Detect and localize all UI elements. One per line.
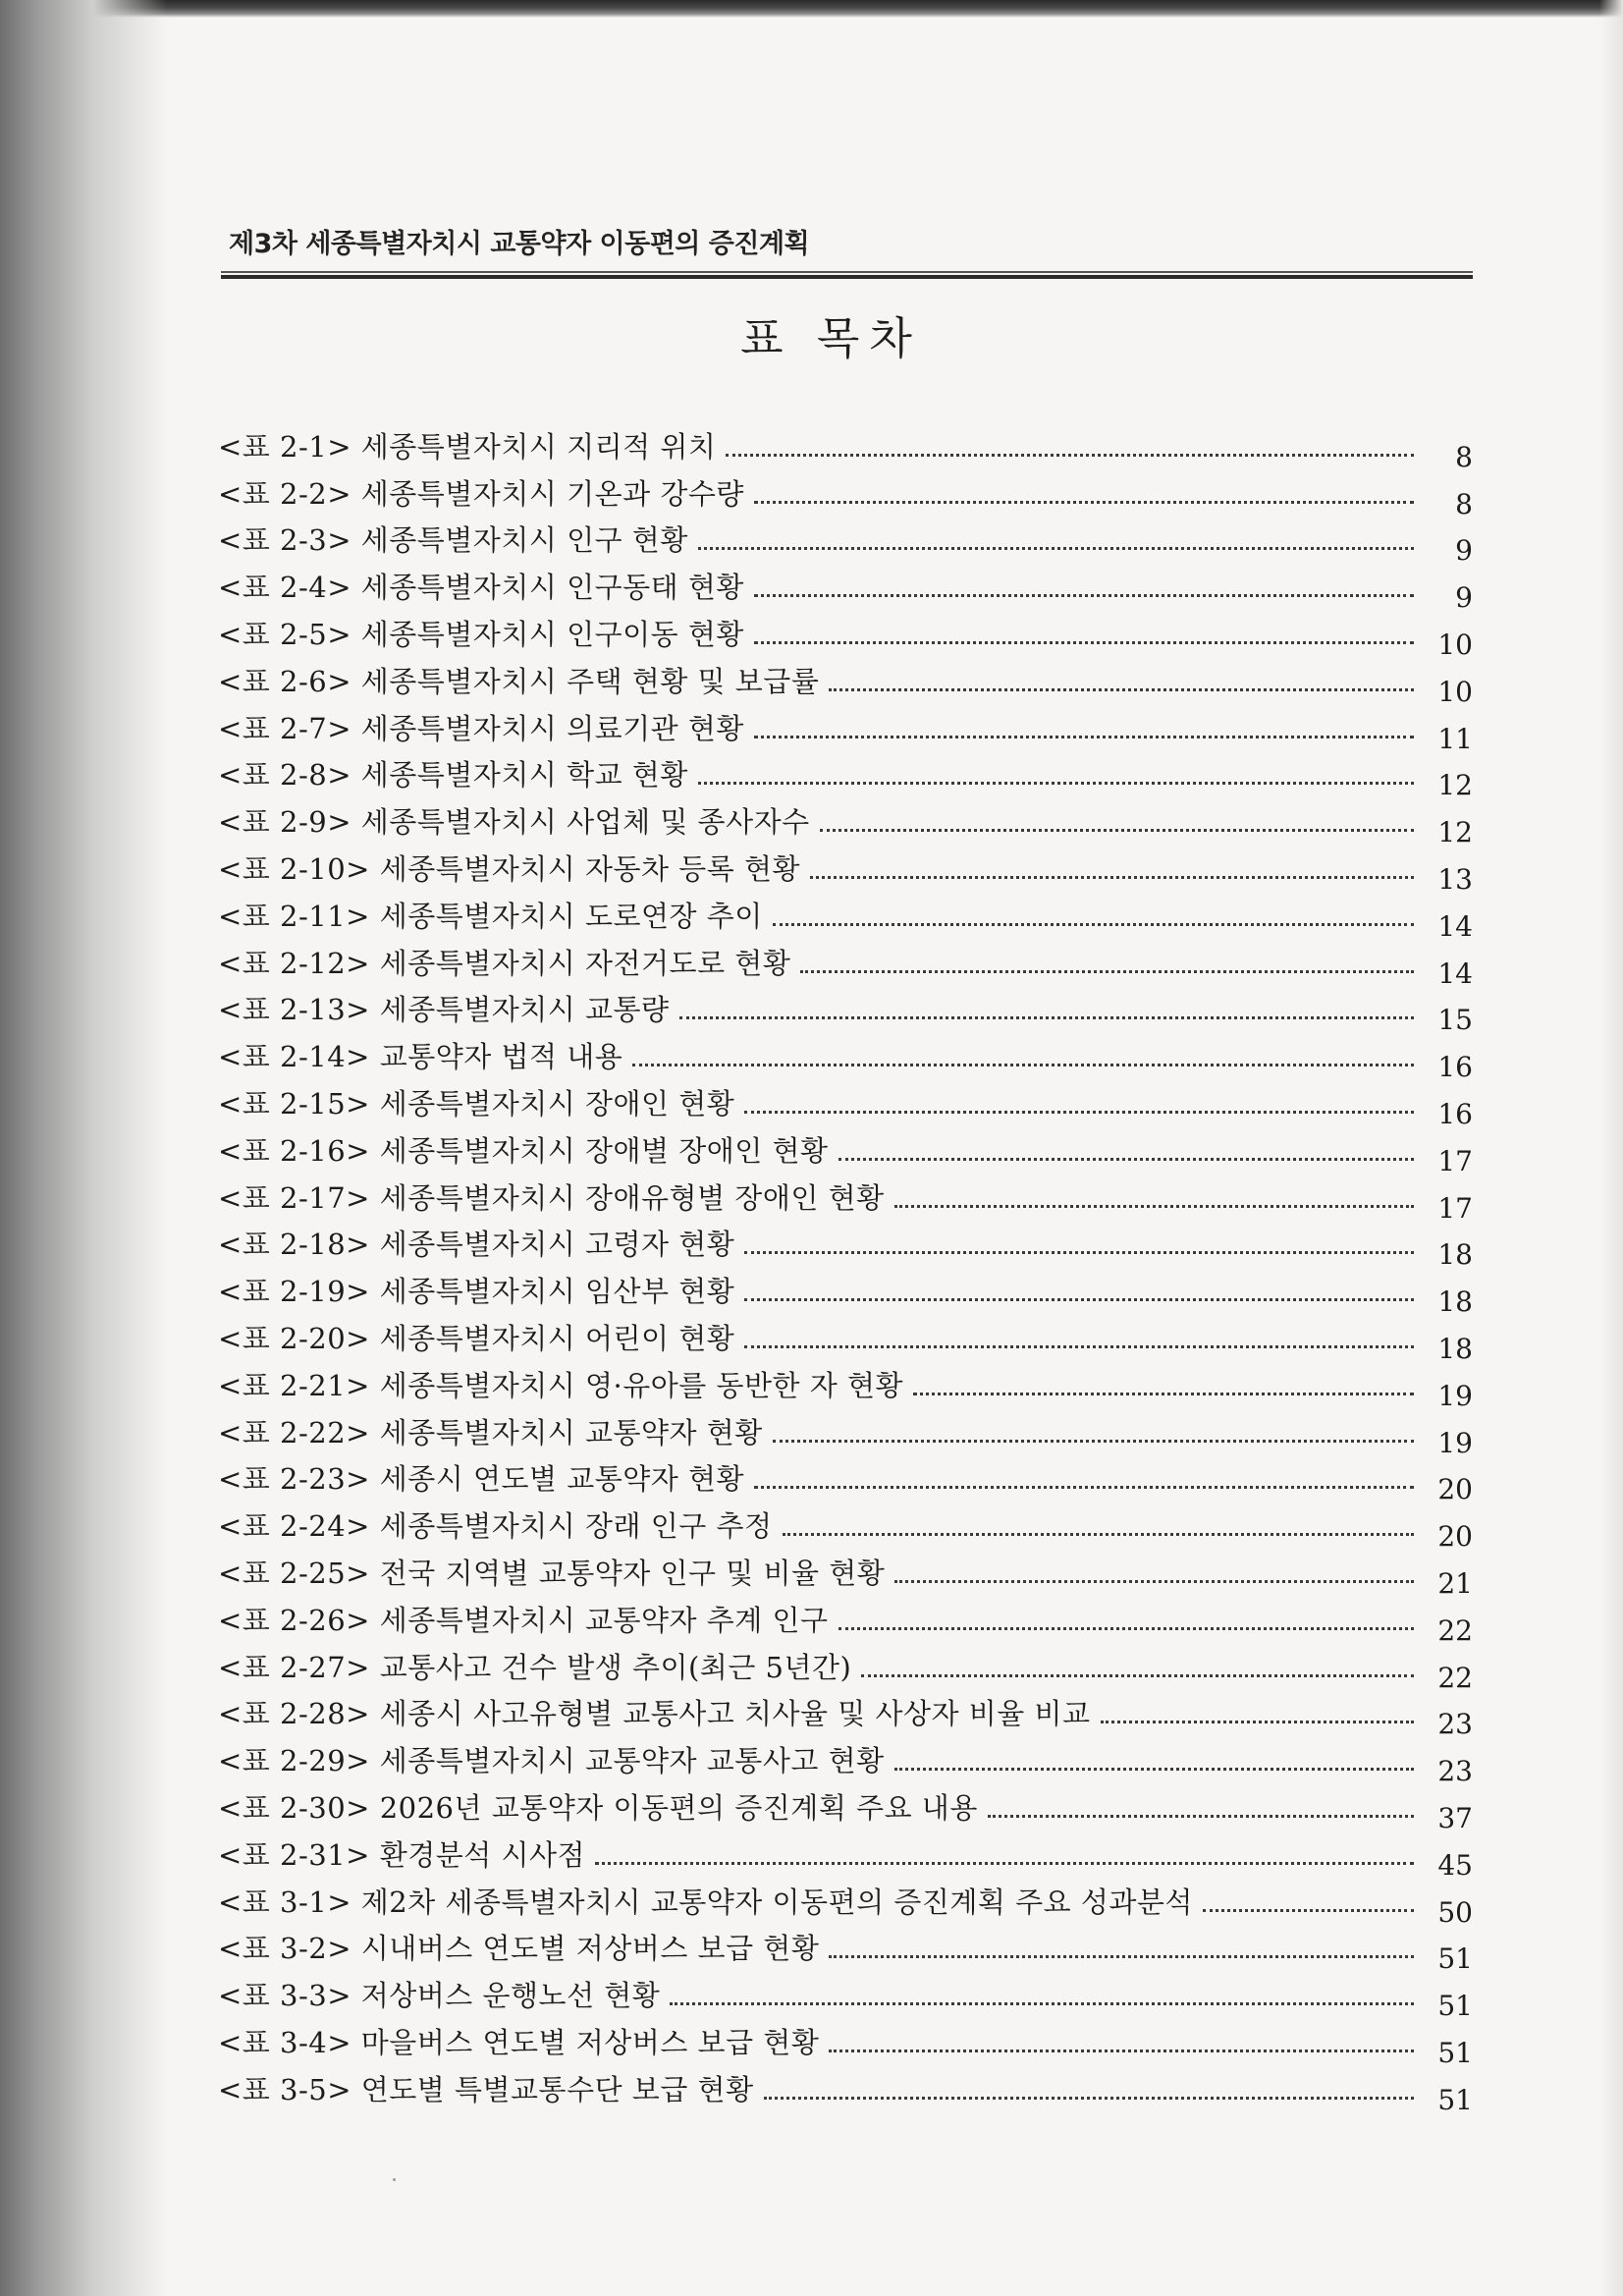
dot-leader	[744, 1345, 1414, 1348]
toc-entry-page-number: 20	[1437, 1473, 1473, 1506]
toc-entry[interactable]	[218, 465, 1473, 520]
toc-entry-page-number: 51	[1437, 1942, 1473, 1976]
toc-entry-label: <표 2-8> 세종특별자치시 학교 현황	[218, 758, 688, 793]
dot-leader	[679, 1016, 1414, 1019]
dot-leader	[894, 1768, 1414, 1771]
toc-entry-label: <표 2-13> 세종특별자치시 교통량	[218, 993, 670, 1027]
toc-entry-label: <표 2-9> 세종특별자치시 사업체 및 종사자수	[218, 805, 810, 840]
toc-entry-label: <표 3-4> 마을버스 연도별 저상버스 보급 현황	[218, 2025, 820, 2059]
toc-entry-page-number: 50	[1437, 1895, 1473, 1929]
toc-entry-label: <표 2-24> 세종특별자치시 장래 인구 추정	[218, 1509, 773, 1544]
toc-entry-label: <표 2-7> 세종특별자치시 의료기관 현황	[218, 711, 744, 745]
toc-entry[interactable]	[218, 1779, 1473, 1834]
toc-entry-page-number: 51	[1437, 1990, 1473, 2023]
toc-entry-page-number: 12	[1437, 769, 1473, 802]
toc-entry[interactable]	[218, 2014, 1473, 2069]
toc-entry-label: <표 2-29> 세종특별자치시 교통약자 교통사고 현황	[218, 1744, 885, 1778]
toc-entry[interactable]	[218, 1357, 1473, 1412]
toc-entry-label: <표 3-5> 연도별 특별교통수단 보급 현황	[218, 2072, 754, 2106]
toc-entry-label: <표 2-11> 세종특별자치시 도로연장 추이	[218, 899, 763, 933]
toc-entry[interactable]	[218, 1686, 1473, 1741]
table-of-tables-list	[218, 418, 1473, 2116]
toc-entry[interactable]	[218, 1451, 1473, 1506]
toc-entry[interactable]	[218, 1639, 1473, 1694]
dot-leader	[829, 2050, 1414, 2052]
toc-entry-label: <표 2-21> 세종특별자치시 영·유아를 동반한 자 현황	[218, 1368, 904, 1402]
toc-entry-page-number: 19	[1437, 1379, 1473, 1412]
toc-entry[interactable]	[218, 418, 1473, 473]
toc-entry-label: <표 2-6> 세종특별자치시 주택 현황 및 보급률	[218, 664, 820, 698]
toc-entry[interactable]	[218, 653, 1473, 708]
toc-entry-page-number: 17	[1437, 1144, 1473, 1177]
toc-entry-label: <표 2-14> 교통약자 법적 내용	[218, 1040, 623, 1074]
toc-entry-page-number: 17	[1437, 1191, 1473, 1225]
toc-entry-page-number: 10	[1437, 675, 1473, 708]
dot-leader	[894, 1580, 1414, 1583]
dot-leader	[744, 1111, 1414, 1114]
dot-leader	[1203, 1909, 1414, 1912]
toc-entry[interactable]	[218, 793, 1473, 849]
toc-entry-page-number: 22	[1437, 1613, 1473, 1647]
dot-leader	[861, 1674, 1414, 1677]
toc-entry[interactable]	[218, 1874, 1473, 1929]
toc-entry-page-number: 10	[1437, 628, 1473, 661]
toc-entry-page-number: 21	[1437, 1566, 1473, 1600]
toc-entry[interactable]	[218, 1545, 1473, 1600]
toc-entry-label: <표 3-2> 시내버스 연도별 저상버스 보급 현황	[218, 1932, 820, 1966]
dot-leader	[810, 876, 1414, 879]
toc-entry-page-number: 18	[1437, 1285, 1473, 1319]
toc-entry-label: <표 2-2> 세종특별자치시 기온과 강수량	[218, 476, 744, 511]
toc-entry-page-number: 22	[1437, 1661, 1473, 1694]
scan-top-edge	[0, 0, 1623, 18]
toc-entry[interactable]	[218, 841, 1473, 896]
toc-entry-label: <표 3-1> 제2차 세종특별자치시 교통약자 이동편의 증진계획 주요 성과분석	[218, 1885, 1193, 1919]
dot-leader	[754, 736, 1414, 738]
toc-entry-page-number: 18	[1437, 1332, 1473, 1365]
toc-entry-label: <표 2-27> 교통사고 건수 발생 추이(최근 5년간)	[218, 1650, 852, 1684]
toc-entry-page-number: 13	[1437, 862, 1473, 896]
toc-entry[interactable]	[218, 982, 1473, 1037]
toc-entry-page-number: 14	[1437, 909, 1473, 943]
dot-leader	[595, 1862, 1414, 1865]
toc-entry-label: <표 2-28> 세종시 사고유형별 교통사고 치사율 및 사상자 비율 비교	[218, 1697, 1091, 1731]
dot-leader	[820, 829, 1414, 832]
dot-leader	[726, 454, 1414, 457]
toc-entry[interactable]	[218, 888, 1473, 943]
toc-entry-label: <표 2-20> 세종특별자치시 어린이 현황	[218, 1321, 735, 1355]
toc-entry-page-number: 23	[1437, 1708, 1473, 1741]
toc-entry-page-number: 11	[1437, 722, 1473, 755]
toc-entry-label: <표 3-3> 저상버스 운행노선 현황	[218, 1979, 661, 2013]
dot-leader	[670, 2002, 1414, 2005]
toc-entry[interactable]	[218, 1592, 1473, 1647]
header-rule	[221, 271, 1473, 273]
toc-entry[interactable]	[218, 1498, 1473, 1554]
toc-entry-label: <표 2-15> 세종특별자치시 장애인 현황	[218, 1086, 735, 1121]
dot-leader	[773, 923, 1414, 926]
dot-leader	[744, 1298, 1414, 1301]
dot-leader	[744, 1251, 1414, 1254]
toc-entry-page-number: 8	[1455, 440, 1473, 473]
toc-entry-label: <표 2-12> 세종특별자치시 자전거도로 현황	[218, 946, 791, 980]
dot-leader	[754, 501, 1414, 504]
toc-entry[interactable]	[218, 1404, 1473, 1459]
toc-entry[interactable]	[218, 935, 1473, 990]
toc-entry[interactable]	[218, 2061, 1473, 2116]
toc-entry[interactable]	[218, 747, 1473, 802]
toc-entry[interactable]	[218, 1732, 1473, 1788]
toc-entry[interactable]	[218, 606, 1473, 661]
header-rule-thick	[221, 275, 1473, 279]
toc-entry[interactable]	[218, 1170, 1473, 1225]
dot-leader	[754, 641, 1414, 644]
toc-entry-page-number: 9	[1455, 534, 1473, 568]
toc-entry-page-number: 9	[1455, 581, 1473, 615]
dot-leader	[988, 1815, 1414, 1818]
toc-entry-page-number: 45	[1437, 1848, 1473, 1882]
dot-leader	[754, 594, 1414, 597]
toc-entry-page-number: 14	[1437, 957, 1473, 990]
toc-entry-label: <표 2-23> 세종시 연도별 교통약자 현황	[218, 1462, 745, 1497]
dot-leader	[839, 1627, 1414, 1630]
running-header-title: 제3차 세종특별자치시 교통약자 이동편의 증진계획	[229, 229, 810, 259]
running-header	[221, 208, 1473, 277]
toc-entry-page-number: 51	[1437, 2036, 1473, 2069]
toc-entry[interactable]	[218, 700, 1473, 755]
toc-entry-label: <표 2-10> 세종특별자치시 자동차 등록 현황	[218, 851, 801, 886]
toc-entry-page-number: 37	[1437, 1801, 1473, 1834]
dot-leader	[913, 1393, 1414, 1395]
toc-entry-label: <표 2-26> 세종특별자치시 교통약자 추계 인구	[218, 1603, 829, 1637]
toc-entry-label: <표 2-22> 세종특별자치시 교통약자 현황	[218, 1415, 763, 1449]
toc-entry-label: <표 2-5> 세종특별자치시 인구이동 현황	[218, 617, 744, 651]
toc-entry[interactable]	[218, 1263, 1473, 1319]
toc-entry-page-number: 51	[1437, 2083, 1473, 2116]
dot-leader	[800, 970, 1414, 973]
toc-entry[interactable]	[218, 1921, 1473, 1976]
toc-entry-page-number: 16	[1437, 1051, 1473, 1084]
toc-entry[interactable]	[218, 1217, 1473, 1272]
toc-entry-page-number: 15	[1437, 1004, 1473, 1037]
dot-leader	[764, 2097, 1414, 2100]
dot-leader	[894, 1205, 1414, 1208]
toc-entry-label: <표 2-25> 전국 지역별 교통약자 인구 및 비율 현황	[218, 1556, 886, 1590]
toc-entry-page-number: 8	[1455, 487, 1473, 520]
toc-entry-page-number: 16	[1437, 1097, 1473, 1130]
toc-entry[interactable]	[218, 1122, 1473, 1177]
toc-entry[interactable]	[218, 1967, 1473, 2023]
toc-entry-label: <표 2-16> 세종특별자치시 장애별 장애인 현황	[218, 1133, 829, 1168]
toc-entry[interactable]	[218, 1310, 1473, 1365]
dot-leader	[839, 1158, 1414, 1161]
dot-leader	[829, 688, 1414, 691]
dot-leader	[783, 1533, 1414, 1536]
dot-leader	[829, 1955, 1414, 1958]
dot-leader	[632, 1064, 1414, 1066]
page-title: 표 목차	[740, 312, 922, 364]
toc-entry[interactable]	[218, 1028, 1473, 1084]
dot-leader	[1101, 1721, 1414, 1723]
toc-entry-label: <표 2-17> 세종특별자치시 장애유형별 장애인 현황	[218, 1180, 885, 1215]
toc-entry-page-number: 23	[1437, 1755, 1473, 1788]
toc-entry-page-number: 18	[1437, 1238, 1473, 1272]
toc-entry-label: <표 2-1> 세종특별자치시 지리적 위치	[218, 429, 717, 464]
toc-entry-label: <표 2-31> 환경분석 시사점	[218, 1837, 586, 1872]
toc-entry-label: <표 2-18> 세종특별자치시 고령자 현황	[218, 1228, 735, 1262]
dot-leader	[773, 1440, 1414, 1443]
toc-entry-label: <표 2-19> 세종특별자치시 임산부 현황	[218, 1275, 735, 1309]
dot-leader	[698, 547, 1414, 550]
toc-entry-label: <표 2-3> 세종특별자치시 인구 현황	[218, 523, 688, 558]
toc-entry-label: <표 2-30> 2026년 교통약자 이동편의 증진계획 주요 내용	[218, 1790, 978, 1825]
dot-leader	[698, 782, 1414, 785]
toc-entry-page-number: 12	[1437, 816, 1473, 849]
toc-entry[interactable]	[218, 1075, 1473, 1130]
toc-entry-label: <표 2-4> 세종특별자치시 인구동태 현황	[218, 571, 744, 605]
toc-entry-page-number: 20	[1437, 1520, 1473, 1554]
toc-entry-page-number: 19	[1437, 1426, 1473, 1459]
toc-entry[interactable]	[218, 1827, 1473, 1882]
toc-entry[interactable]	[218, 559, 1473, 615]
scan-speck	[393, 2178, 396, 2181]
dot-leader	[754, 1486, 1414, 1489]
toc-entry[interactable]	[218, 513, 1473, 568]
